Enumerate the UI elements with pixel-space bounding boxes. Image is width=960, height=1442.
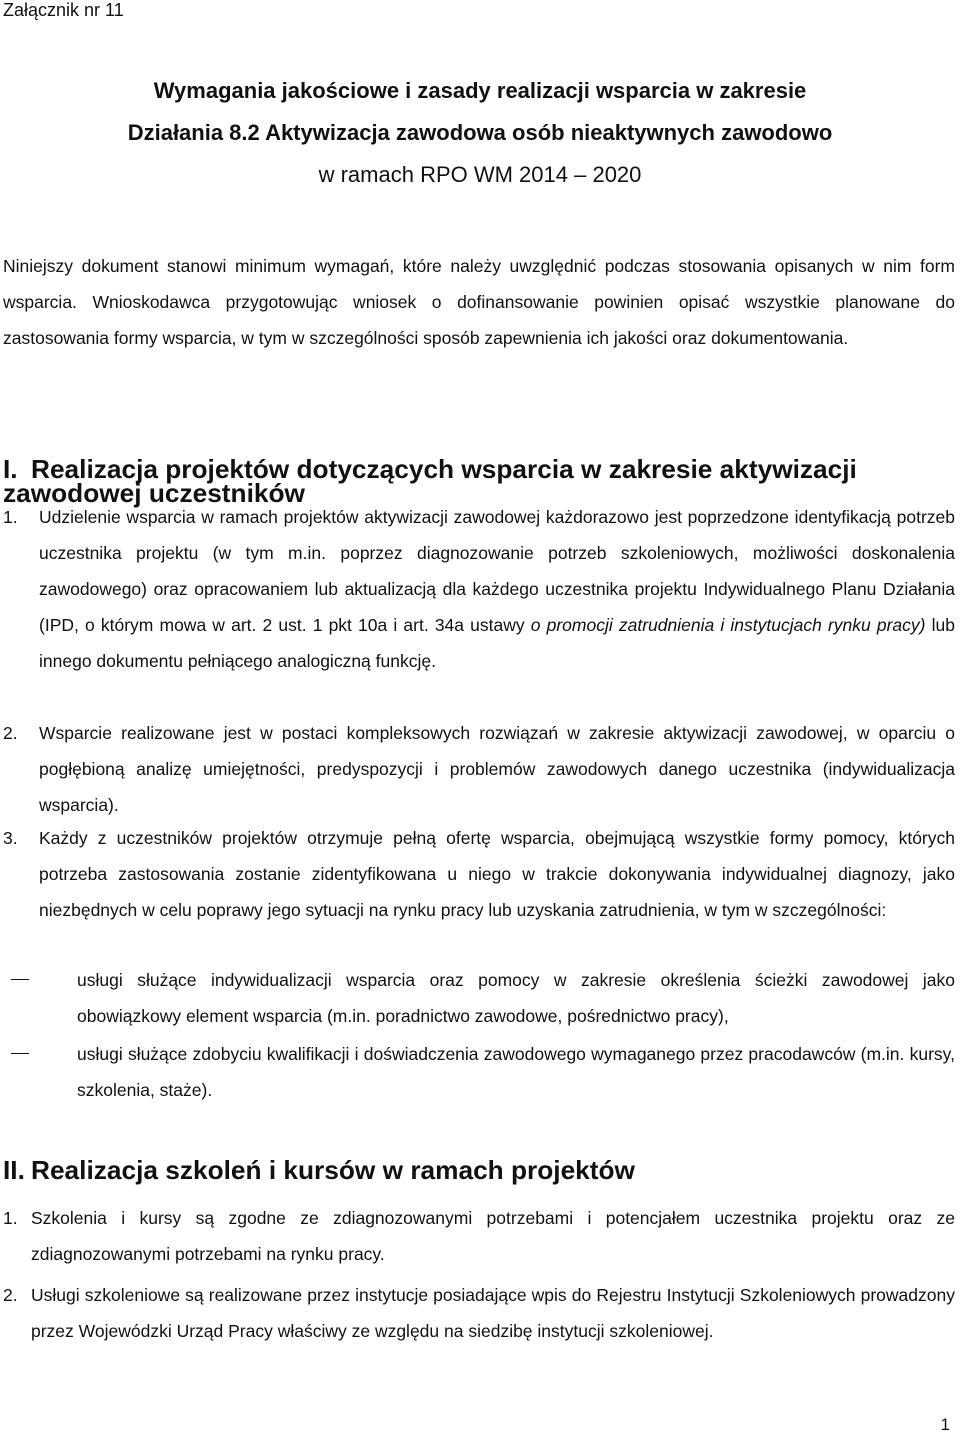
item-text: Usługi szkoleniowe są realizowane przez instytucje posiadające wpis do Rejestru Instytucji Szkoleniowych prowadzony przez Wojewódzki Urząd Pracy właściwy ze względu na siedzibę instytucji szkoleniowej. bbox=[31, 1285, 955, 1341]
title-line-2: Działania 8.2 Aktywizacja zawodowa osób nieaktywnych zawodowo bbox=[127, 120, 833, 145]
item-number: 3. bbox=[3, 828, 18, 848]
item-text: Szkolenia i kursy są zgodne ze zdiagnozowanymi potrzebami i potencjałem uczestnika projektu oraz ze zdiagnozowanymi potrzebami na rynku pracy. bbox=[31, 1208, 955, 1264]
item-text: Każdy z uczestników projektów otrzymuje pełną ofertę wsparcia, obejmującą wszystkie formy pomocy, których potrzeba zastosowania zostanie zidentyfikowana u niego w trakcie dokonywania indywidualnej diagnozy, jako niezbędnych w celu poprawy jego sytuacji na rynku pracy lub uzyskania zatrudnienia, w tym w szczególności: bbox=[39, 828, 955, 920]
section-1-item-2 bbox=[3, 715, 955, 823]
section-1-item-3 bbox=[3, 820, 955, 928]
section-2-item-2 bbox=[3, 1277, 955, 1349]
section-2-title: Realizacja szkoleń i kursów w ramach projektów bbox=[31, 1155, 635, 1185]
section-2-item-1 bbox=[3, 1200, 955, 1272]
section-2-heading bbox=[3, 1155, 955, 1185]
item-text: Wsparcie realizowane jest w postaci kompleksowych rozwiązań w zakresie aktywizacji zawodowej, w oparciu o pogłębioną analizę umiejętności, predyspozycji i problemów zawodowych danego uczestnika (indywidualizacja wsparcia). bbox=[39, 723, 955, 815]
annex-label: Załącznik nr 11 bbox=[3, 0, 124, 20]
bullet-item bbox=[3, 1036, 955, 1108]
section-2-number: II. bbox=[3, 1155, 25, 1185]
section-1-heading bbox=[3, 454, 955, 508]
section-1-item-1 bbox=[3, 499, 955, 679]
title-line-3: w ramach RPO WM 2014 – 2020 bbox=[318, 162, 642, 187]
item-text bbox=[39, 499, 955, 679]
bullet-text: usługi służące zdobyciu kwalifikacji i doświadczenia zawodowego wymaganego przez pracodawców (m.in. kursy, szkolenia, staże). bbox=[77, 1044, 955, 1100]
section-1-number: I. bbox=[3, 454, 18, 484]
dash-bullet-icon bbox=[11, 1053, 29, 1054]
document-title bbox=[60, 70, 900, 196]
title-line-1: Wymagania jakościowe i zasady realizacji wsparcia w zakresie bbox=[153, 78, 807, 103]
section-1-title: Realizacja projektów dotyczących wsparcia w zakresie aktywizacji zawodowej uczestników bbox=[3, 454, 857, 508]
act-title: o promocji zatrudnienia i instytucjach rynku pracy) bbox=[530, 615, 926, 635]
dash-bullet-icon bbox=[11, 979, 29, 980]
item-number: 2. bbox=[3, 1285, 18, 1305]
page-number: 1 bbox=[940, 1415, 950, 1434]
item-number: 2. bbox=[3, 723, 18, 743]
bullet-text: usługi służące indywidualizacji wsparcia oraz pomocy w zakresie określenia ścieżki zawodowej jako obowiązkowy element wsparcia (m.in. poradnictwo zawodowe, pośrednictwo pracy), bbox=[77, 970, 955, 1026]
item-number: 1. bbox=[3, 507, 18, 527]
bullet-item bbox=[3, 962, 955, 1034]
intro-paragraph: Niniejszy dokument stanowi minimum wymagań, które należy uwzględnić podczas stosowania opisanych w nim form wsparcia. Wnioskodawca przygotowując wniosek o dofinansowanie powinien opisać wszystkie planowane do zastosowania formy wsparcia, w tym w szczególności sposób zapewnienia ich jakości oraz dokumentowania. bbox=[3, 256, 955, 348]
item-text-part: lub innego dokumentu pełniącego analogiczną funkcję. bbox=[39, 615, 955, 671]
item-number: 1. bbox=[3, 1208, 18, 1228]
item-text-part: Udzielenie wsparcia w ramach projektów aktywizacji zawodowej każdorazowo jest poprzedzone identyfikacją potrzeb uczestnika projektu (w tym m.in. poprzez diagnozowanie potrzeb szkoleniowych, możliwości doskonalenia zawodowego) oraz opracowaniem lub aktualizacją dla każdego uczestnika projektu Indywidualnego Planu Działania (IPD, o którym mowa w art. 2 ust. 1 pkt 10a i art. 34a ustawy bbox=[39, 507, 955, 635]
